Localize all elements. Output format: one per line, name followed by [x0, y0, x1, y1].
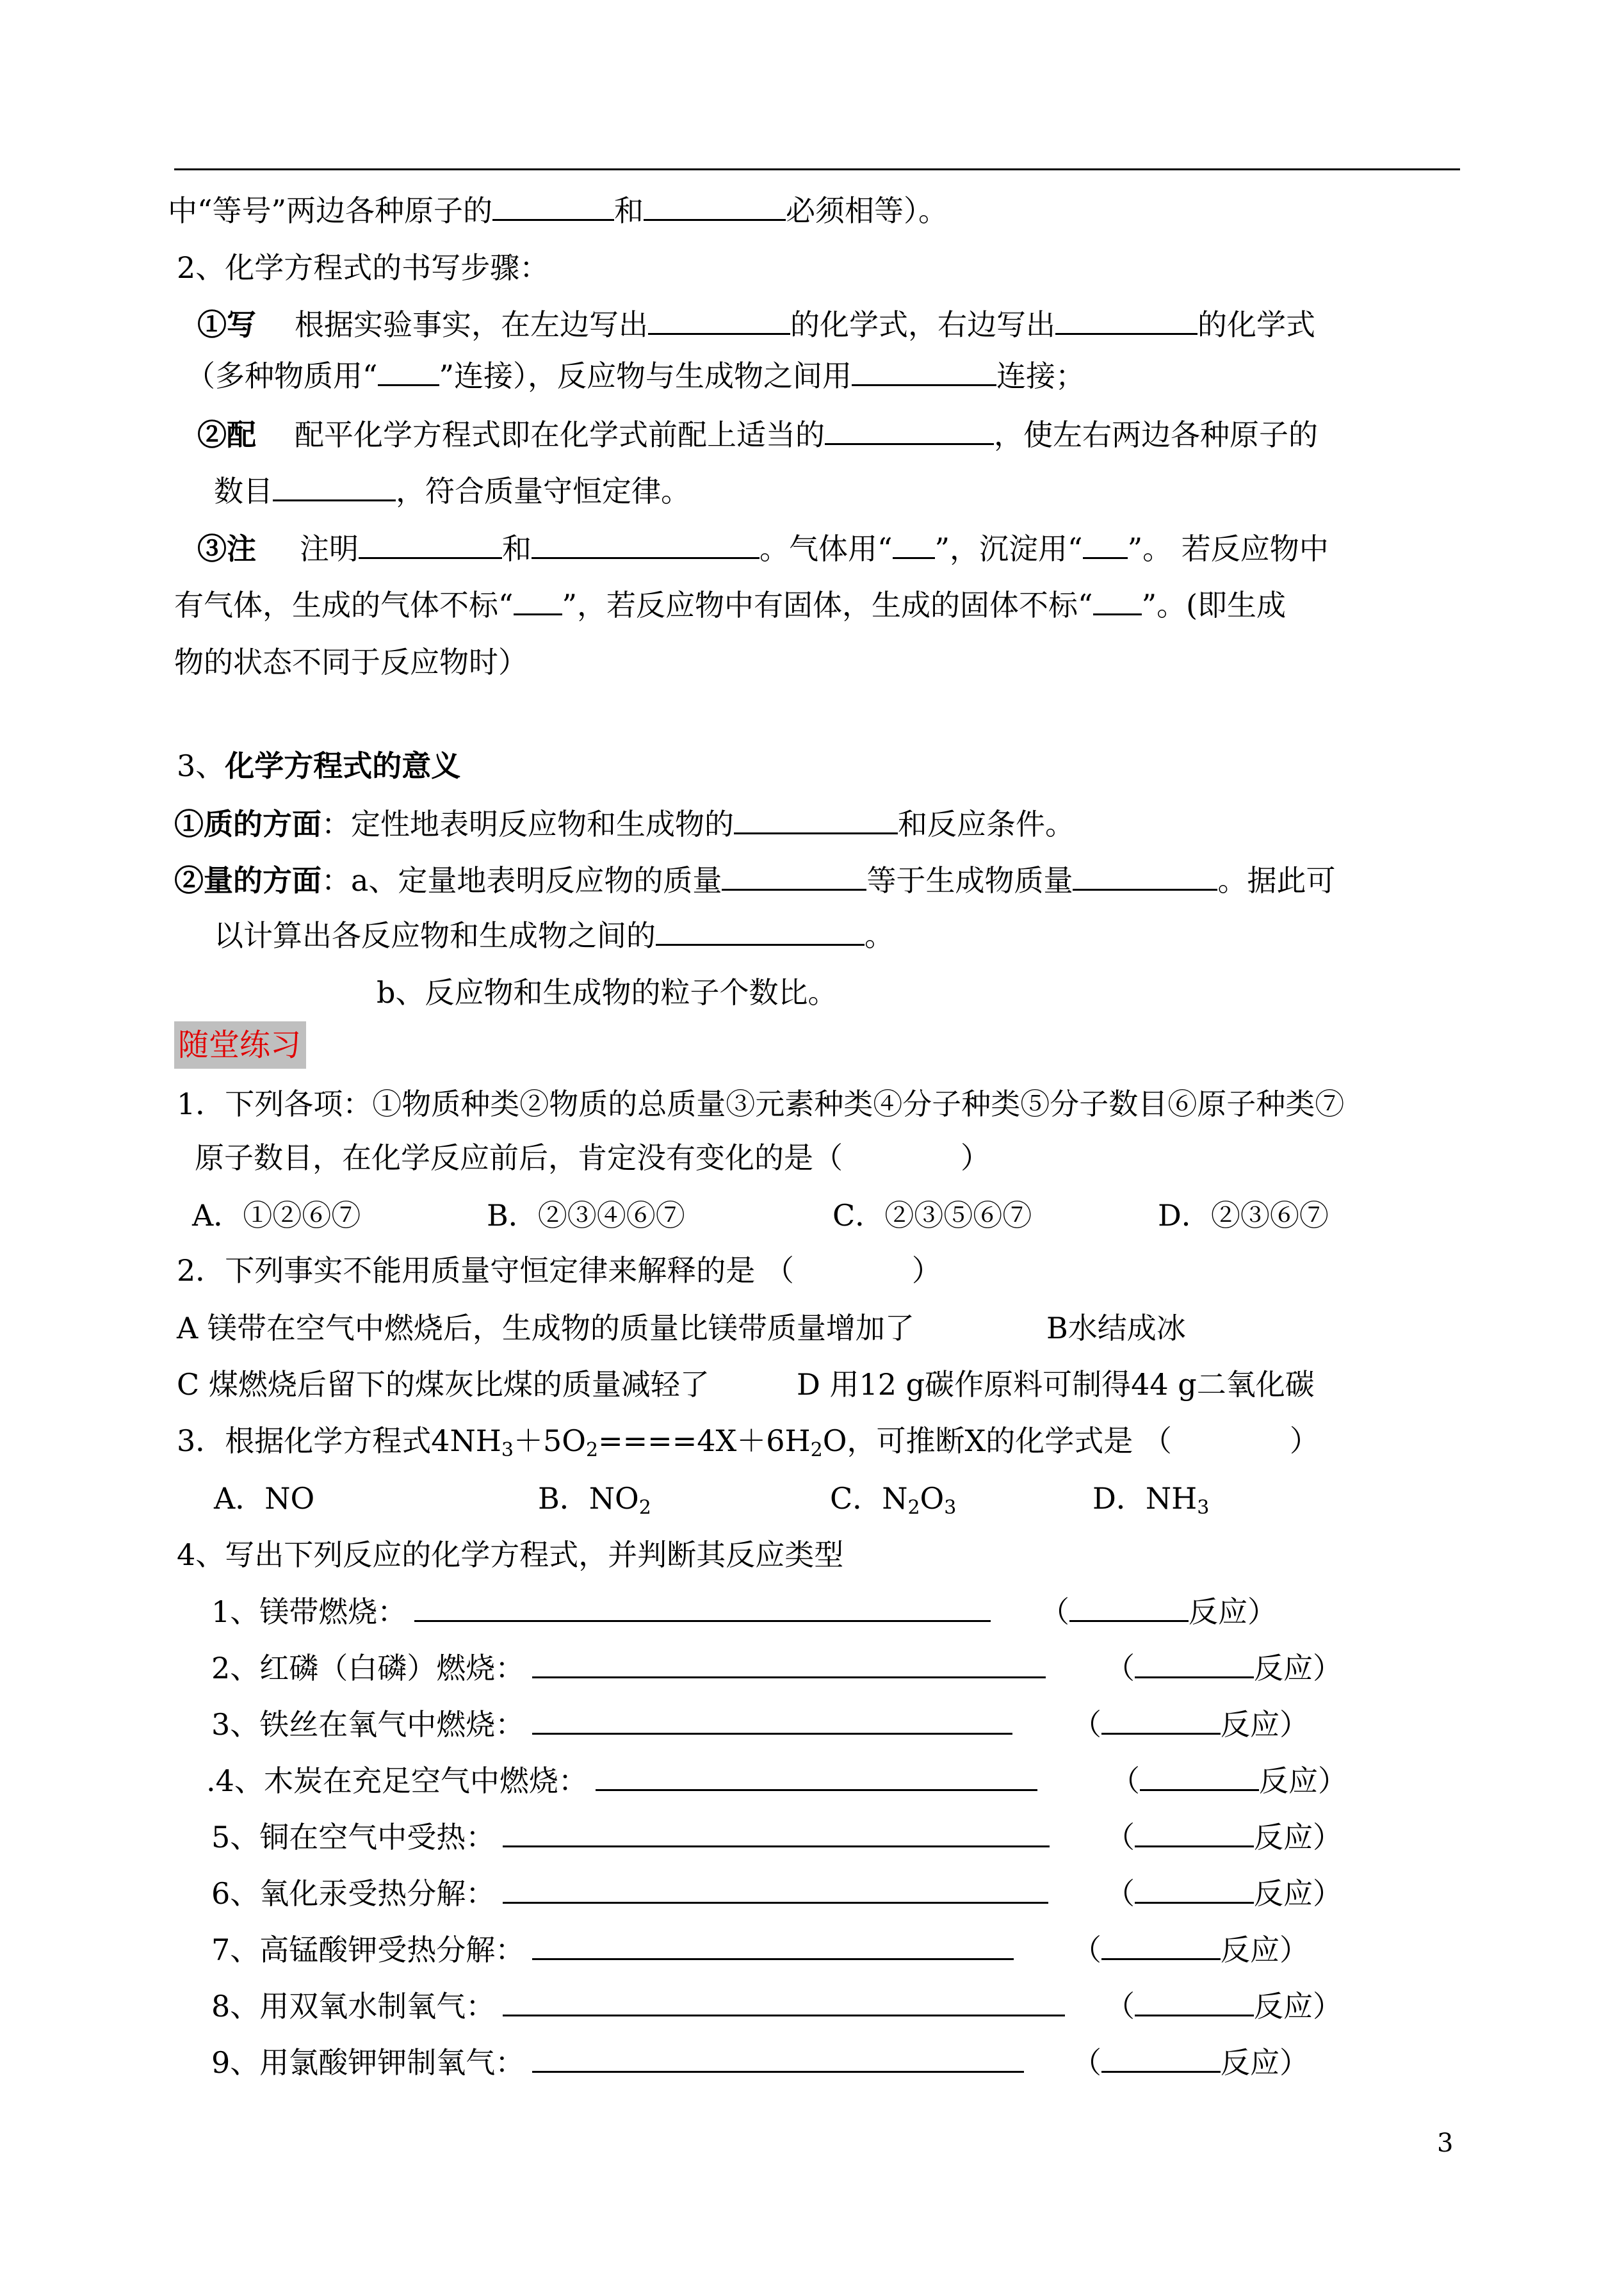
blank[interactable] — [1093, 585, 1142, 615]
reaction-row: 8、用双氧水制氧气： — [211, 1986, 1065, 2025]
equation-blank[interactable] — [414, 1592, 991, 1622]
blank[interactable] — [532, 529, 759, 559]
type-blank[interactable] — [1140, 1761, 1259, 1791]
blank[interactable] — [648, 305, 790, 335]
equation-blank[interactable] — [532, 2043, 1024, 2073]
meaning-quantity-line3: b、反应物和生成物的粒子个数比。 — [377, 975, 838, 1010]
reaction-type: （ 反应） — [1105, 1986, 1342, 2025]
type-blank[interactable] — [1135, 1817, 1254, 1847]
equation-blank[interactable] — [596, 1761, 1037, 1791]
equation-blank[interactable] — [503, 1817, 1050, 1847]
blank[interactable] — [722, 861, 866, 891]
type-blank[interactable] — [1135, 1986, 1254, 2016]
step-note-line1: ③注 注明 和 。气体用“ ”，沉淀用“ ”。 若反应物中 — [197, 529, 1329, 567]
step-balance-line2: 数目 ，符合质量守恒定律。 — [214, 471, 690, 510]
reaction-type: （ 反应） — [1072, 1705, 1309, 1743]
q2-option-d[interactable]: D 用12 g碳作原料可制得44 g二氧化碳 — [797, 1367, 1315, 1402]
reaction-row: 3、铁丝在氧气中燃烧： — [211, 1705, 1012, 1743]
meaning-quantity-line1: ②量的方面：a、定量地表明反应物的质量 等于生成物质量 。据此可 — [174, 861, 1335, 899]
q4-stem: 4、写出下列反应的化学方程式，并判断其反应类型 — [177, 1537, 844, 1572]
equation-blank[interactable] — [532, 1705, 1012, 1735]
meaning-quantity-line2: 以计算出各反应物和生成物之间的 。 — [214, 916, 894, 954]
q3-option-b[interactable]: B．$NO_2$ — [538, 1481, 651, 1519]
q2-stem: 2．下列事实不能用质量守恒定律来解释的是 （ ） — [177, 1253, 941, 1288]
step-balance-line1: ②配 配平化学方程式即在化学式前配上适当的 ，使左右两边各种原子的 — [197, 415, 1318, 453]
continuation-line: 中“等号”两边各种原子的 和 必须相等）。 — [168, 191, 948, 229]
reaction-type: （ 反应） — [1105, 1817, 1342, 1856]
reaction-type: （ 反应） — [1105, 1648, 1342, 1687]
equation-blank[interactable] — [503, 1874, 1048, 1904]
header-rule — [174, 168, 1460, 170]
equation-blank[interactable] — [503, 1986, 1065, 2016]
blank[interactable] — [1055, 305, 1198, 335]
step-note-line3: 物的状态不同于反应物时） — [174, 645, 528, 679]
q1-line1: 1．下列各项：①物质种类②物质的总质量③元素种类④分子种类⑤分子数目⑥原子种类⑦ — [177, 1087, 1345, 1121]
meaning-quality: ①质的方面：定性地表明反应物和生成物的 和反应条件。 — [174, 804, 1075, 843]
blank[interactable] — [1083, 529, 1128, 559]
q3-stem: 3．根据化学方程式$4NH_3+5O_2====4X+6H_2O$，可推断X的化学式是 （ ） — [177, 1423, 1319, 1461]
q3-option-c[interactable]: C．$N_2O_3$ — [830, 1481, 957, 1519]
q1-option-c[interactable]: C．②③⑤⑥⑦ — [832, 1198, 1032, 1233]
blank[interactable] — [492, 191, 614, 221]
blank[interactable] — [852, 356, 996, 386]
q1-option-a[interactable]: A．①②⑥⑦ — [192, 1198, 361, 1233]
blank[interactable] — [273, 471, 396, 501]
step-write-line1: ①写 根据实验事实，在左边写出 的化学式，右边写出 的化学式 — [197, 305, 1315, 343]
q3-option-d[interactable]: D．$NH_3$ — [1092, 1481, 1210, 1519]
q3-option-a[interactable]: A．NO — [214, 1481, 315, 1516]
q1-line2: 原子数目，在化学反应前后，肯定没有变化的是（ ） — [195, 1140, 990, 1175]
reaction-row: 7、高锰酸钾受热分解： — [211, 1930, 1014, 1968]
reaction-row: .4、木炭在充足空气中燃烧： — [206, 1761, 1037, 1799]
blank[interactable] — [1073, 861, 1217, 891]
reaction-row: 5、铜在空气中受热： — [211, 1817, 1050, 1856]
q1-option-d[interactable]: D．②③⑥⑦ — [1158, 1198, 1329, 1233]
type-blank[interactable] — [1135, 1648, 1254, 1678]
q2-option-a[interactable]: A 镁带在空气中燃烧后，生成物的质量比镁带质量增加了 — [177, 1311, 914, 1345]
q2-option-b[interactable]: B水结成冰 — [1046, 1311, 1186, 1345]
equation-blank[interactable] — [532, 1648, 1046, 1678]
blank[interactable] — [644, 191, 786, 221]
reaction-type: （ 反应） — [1072, 1930, 1309, 1968]
step-write-line2: （多种物质用“ ”连接），反应物与生成物之间用 连接； — [186, 356, 1085, 394]
reaction-row: 2、红磷（白磷）燃烧： — [211, 1648, 1046, 1687]
reaction-type: （ 反应） — [1105, 1874, 1342, 1912]
section-2-heading: 2、化学方程式的书写步骤： — [177, 250, 549, 285]
step-note-line2: 有气体，生成的气体不标“ ”，若反应物中有固体，生成的固体不标“ ”。(即生成 — [174, 585, 1286, 624]
q2-option-c[interactable]: C 煤燃烧后留下的煤灰比煤的质量减轻了 — [177, 1367, 710, 1402]
type-blank[interactable] — [1101, 1705, 1221, 1735]
blank[interactable] — [734, 804, 898, 834]
blank[interactable] — [893, 529, 935, 559]
blank[interactable] — [378, 356, 439, 386]
reaction-type: （ 反应） — [1040, 1592, 1277, 1630]
section-3-heading: 3、化学方程式的意义 — [177, 749, 461, 783]
type-blank[interactable] — [1135, 1874, 1254, 1904]
blank[interactable] — [359, 529, 502, 559]
type-blank[interactable] — [1101, 2043, 1221, 2073]
reaction-row: 9、用氯酸钾钾制氧气： — [211, 2043, 1024, 2081]
blank[interactable] — [514, 585, 562, 615]
type-blank[interactable] — [1069, 1592, 1189, 1622]
blank[interactable] — [825, 415, 994, 445]
blank[interactable] — [656, 916, 865, 946]
reaction-type: （ 反应） — [1110, 1761, 1347, 1799]
page-number: 3 — [1437, 2129, 1454, 2158]
equation-blank[interactable] — [532, 1930, 1014, 1960]
practice-tag: 随堂练习 — [174, 1021, 306, 1069]
reaction-row: 6、氧化汞受热分解： — [211, 1874, 1048, 1912]
q1-option-b[interactable]: B．②③④⑥⑦ — [487, 1198, 685, 1233]
reaction-type: （ 反应） — [1072, 2043, 1309, 2081]
type-blank[interactable] — [1101, 1930, 1221, 1960]
reaction-row: 1、镁带燃烧： — [211, 1592, 991, 1630]
